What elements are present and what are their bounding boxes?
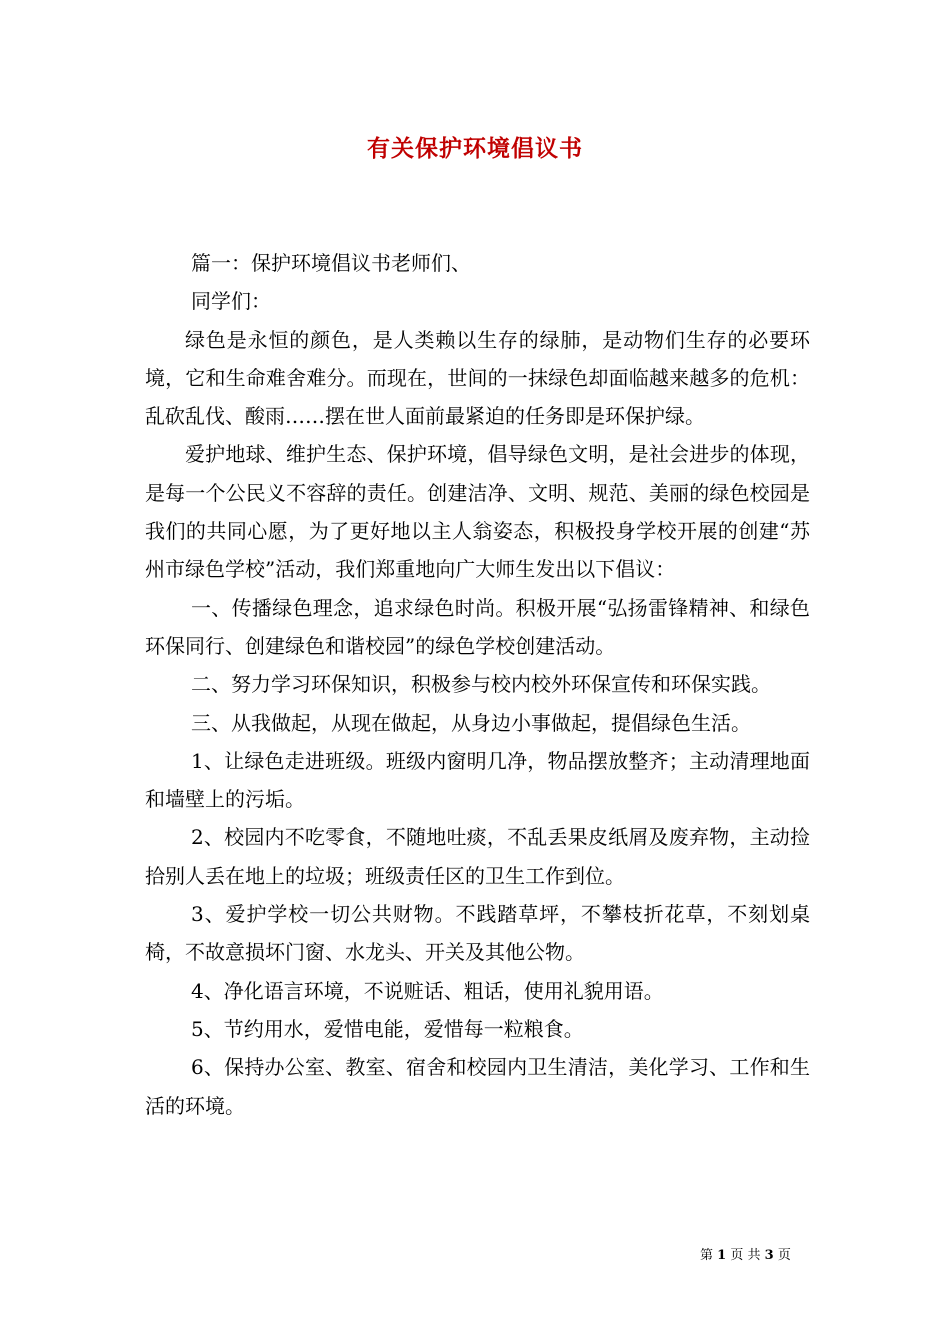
sub-item-5: 5、节约用水，爱惜电能，爱惜每一粒粮食。 xyxy=(191,1016,584,1041)
footer-total-pages: 3 xyxy=(764,1248,774,1263)
sub-item-4: 4、净化语言环境，不说赃话、粗话，使用礼貌用语。 xyxy=(191,978,664,1003)
document-title: 有关保护环境倡议书 xyxy=(367,135,583,162)
footer-current-page: 1 xyxy=(717,1248,727,1263)
section-heading: 篇一：保护环境倡议书老师们、 xyxy=(191,251,471,275)
footer-suffix: 页 xyxy=(777,1248,791,1263)
proposal-item-2: 二、努力学习环保知识，积极参与校内校外环保宣传和环保实践。 xyxy=(191,672,771,697)
footer-middle: 页 共 xyxy=(730,1248,761,1263)
document-body xyxy=(145,244,810,1125)
paragraph-intro: 绿色是永恒的颜色，是人类赖以生存的绿肺，是动物们生存的必要环境，它和生命难舍难分。而现在，世间的一抹绿色却面临越来越多的危机：乱砍乱伐、酸雨……摆在世人面前最紧迫的任务即是环保护绿。 xyxy=(145,327,810,429)
sub-item-1: 1、让绿色走进班级。班级内窗明几净，物品摆放整齐；主动清理地面和墙壁上的污垢。 xyxy=(145,748,810,812)
salutation: 同学们： xyxy=(191,289,271,314)
proposal-item-1: 一、传播绿色理念，追求绿色时尚。积极开展“弘扬雷锋精神、和绿色环保同行、创建绿色和谐校园”的绿色学校创建活动。 xyxy=(145,595,810,658)
page-number-footer xyxy=(700,1246,850,1266)
sub-item-6: 6、保持办公室、教室、宿舍和校园内卫生清洁，美化学习、工作和生活的环境。 xyxy=(145,1055,810,1118)
footer-prefix: 第 xyxy=(700,1248,714,1263)
paragraph-responsibility: 爱护地球、维护生态、保护环境，倡导绿色文明，是社会进步的体现，是每一个公民义不容辞的责任。创建洁净、文明、规范、美丽的绿色校园是我们的共同心愿，为了更好地以主人翁姿态，积极投身学校开展的创建“苏州市绿色学校”活动，我们郑重地向广大师生发出以下倡议： xyxy=(145,442,810,582)
sub-item-2: 2、校园内不吃零食，不随地吐痰，不乱丢果皮纸屑及废弃物，主动捡拾别人丢在地上的垃圾；班级责任区的卫生工作到位。 xyxy=(145,825,810,888)
proposal-item-3: 三、从我做起，从现在做起，从身边小事做起，提倡绿色生活。 xyxy=(191,710,751,735)
sub-item-3: 3、爱护学校一切公共财物。不践踏草坪，不攀枝折花草，不刻划桌椅，不故意损坏门窗、水龙头、开关及其他公物。 xyxy=(145,902,810,965)
